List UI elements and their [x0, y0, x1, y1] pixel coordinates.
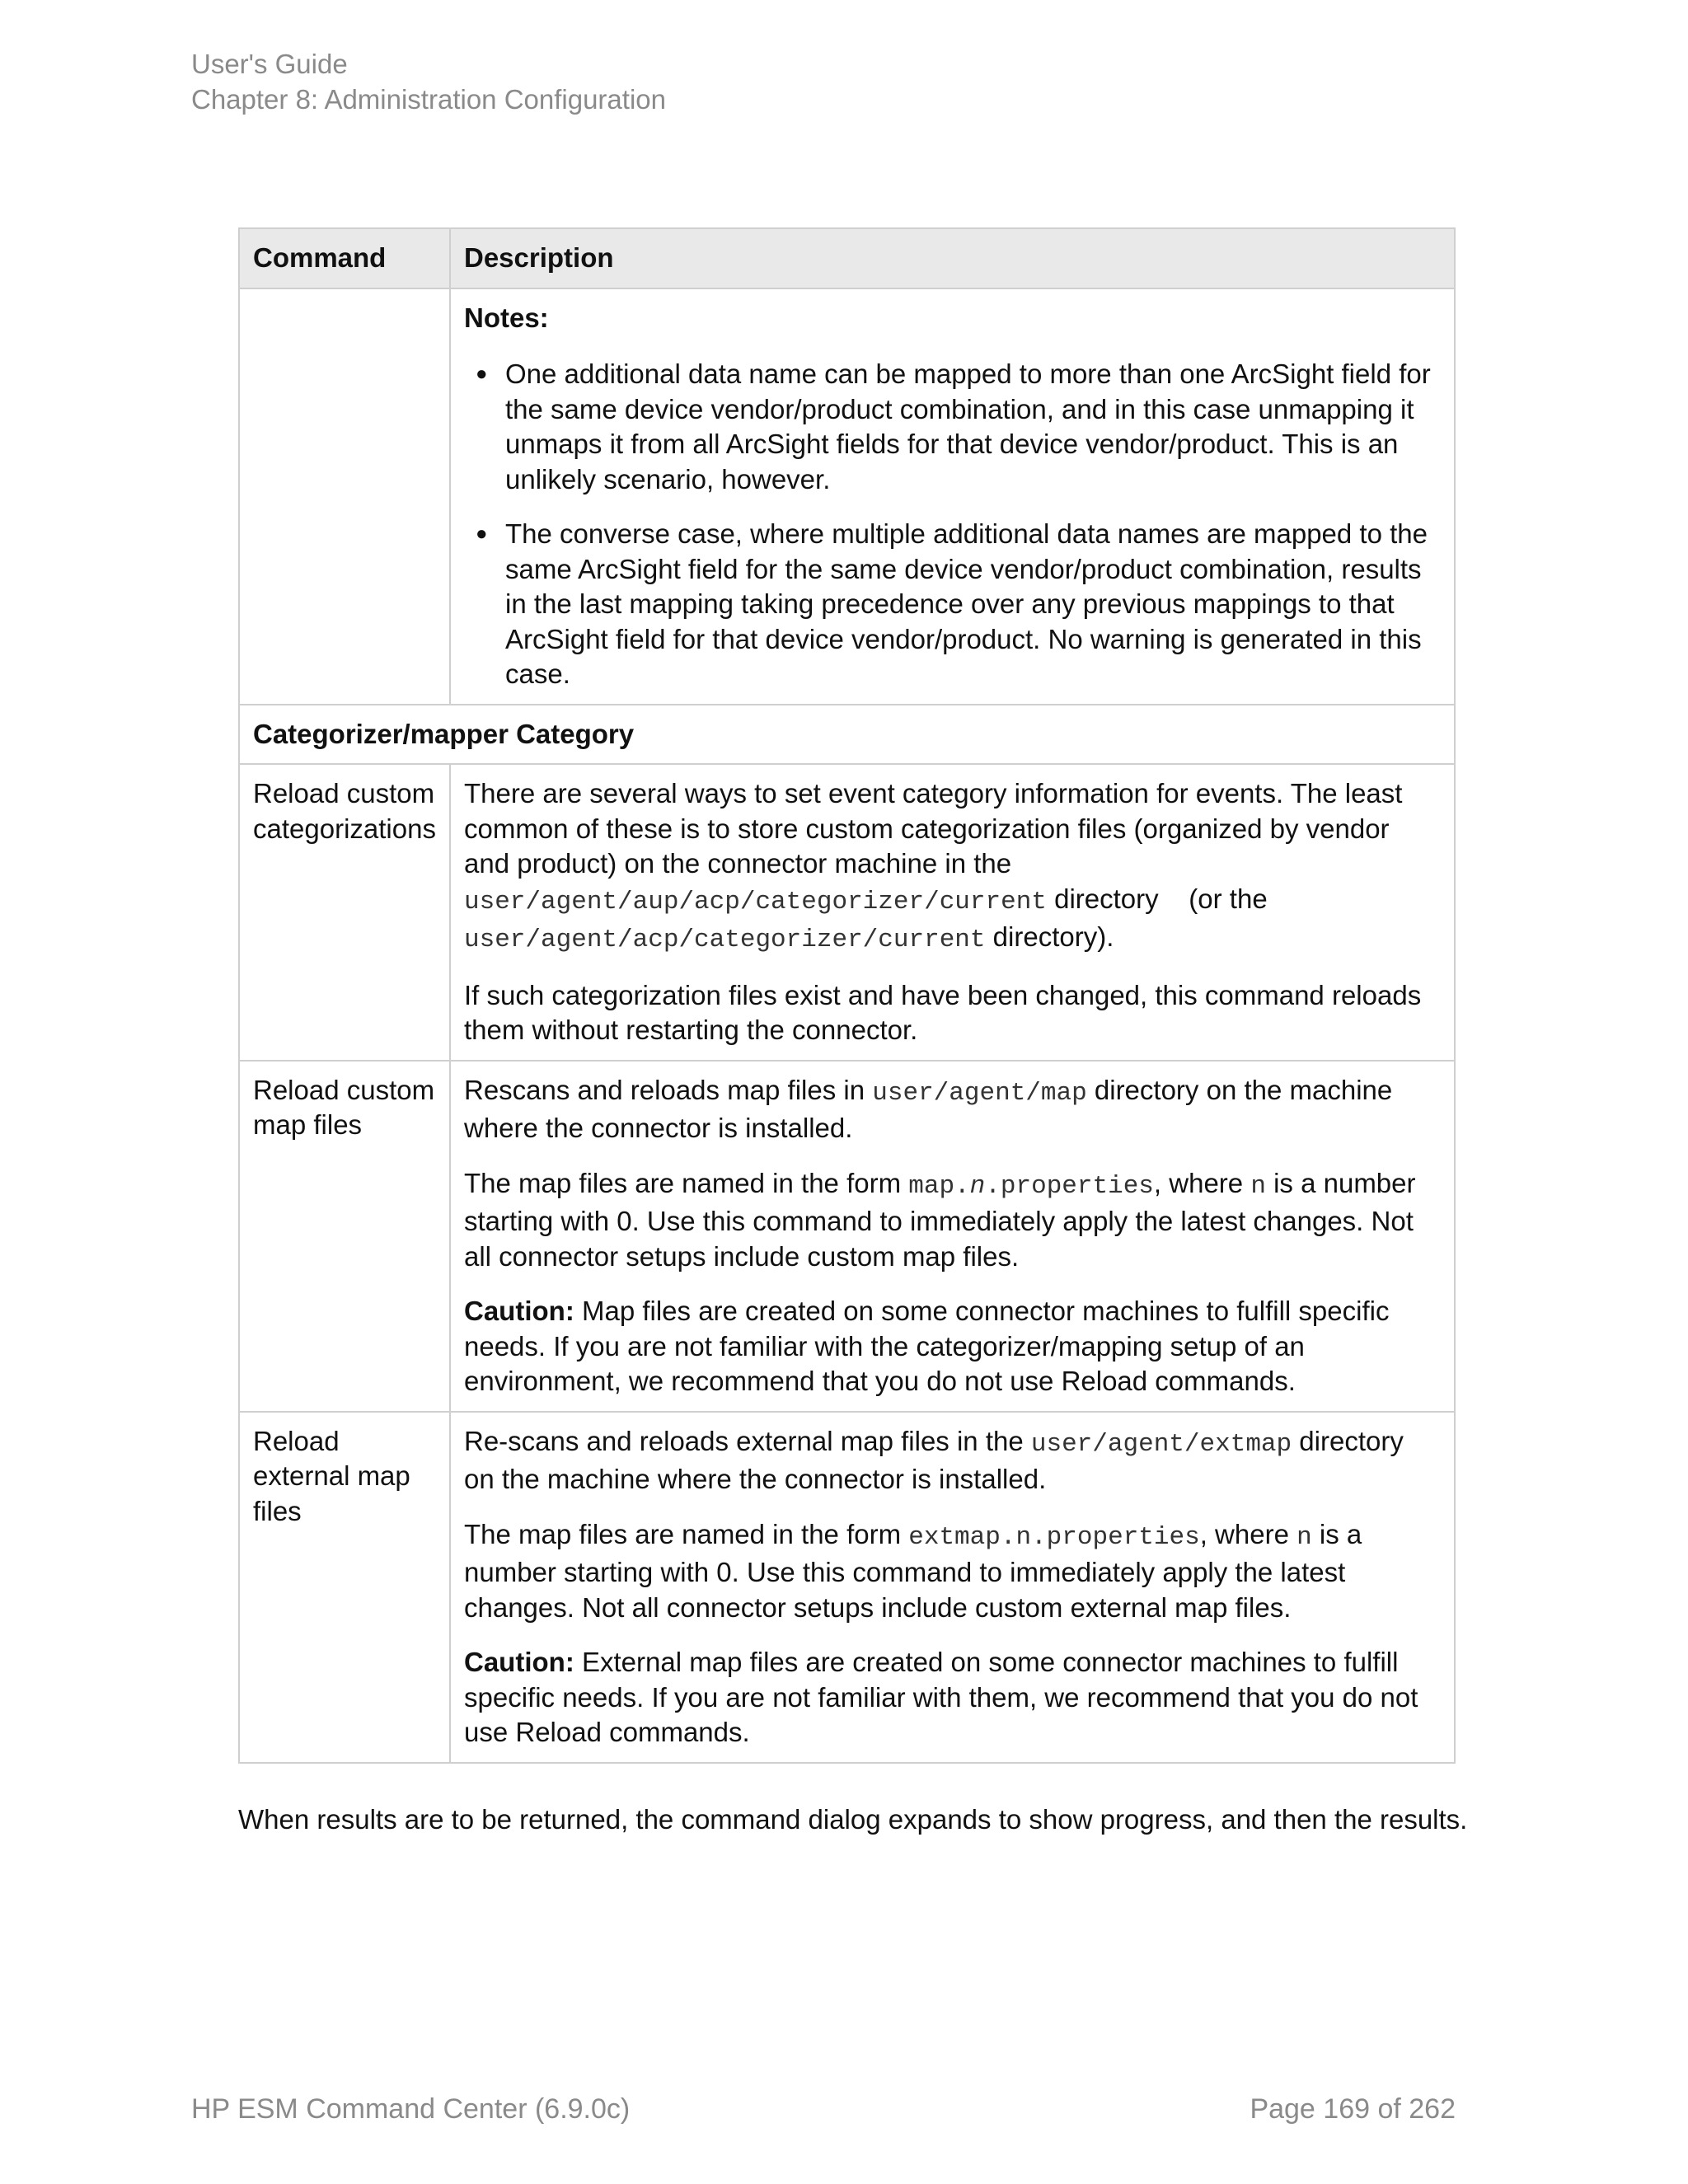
table-row [239, 288, 1455, 705]
table-header-row [239, 228, 1455, 288]
paragraph: If such categorization files exist and have been changed, this command reloads them without restarting the connector. [464, 979, 1422, 1045]
command-cell [239, 288, 450, 705]
code-path: user/agent/aup/acp/categorizer/current [464, 887, 1047, 916]
footer-page-number: Page 169 of 262 [1250, 2093, 1456, 2125]
command-cell: Reload external map files [239, 1412, 450, 1763]
doc-title: User's Guide [191, 49, 348, 79]
notes-label: Notes: [464, 302, 549, 333]
page-header [191, 46, 666, 117]
list-item: ● The converse case, where multiple additional data names are mapped to the same ArcSight field for the same device vendor/product combination, results in the last mapping taking precedence over any previous mappings to that ArcSight field for that device vendor/product. No warning is generated in this case. [476, 518, 1428, 689]
bullet-icon: ● [476, 523, 488, 545]
caution-paragraph: Caution: External map files are created on some connector machines to fulfill specific needs. If you are not familiar with them, we recommend that you do not use Reload commands. [464, 1647, 1418, 1747]
paragraph: The map files are named in the form extmap.n.properties, where n is a number starting with 0. Use this command to immediately apply the latest changes. Not all connector setups include custom external map files. [464, 1518, 1362, 1623]
footer-product: HP ESM Command Center (6.9.0c) [191, 2093, 631, 2125]
command-cell: Reload custom categorizations [239, 764, 450, 1061]
bullet-icon: ● [476, 363, 488, 385]
table-row [239, 1061, 1455, 1412]
paragraph: There are several ways to set event category information for events. The least common of these is to store custom categorization files (organized by vendor and product) on the connector machine in the user/agent/aup/acp/categorizer/current directory (or the user/agent/acp/categorizer/current directory). [464, 778, 1403, 954]
col-header-command: Command [239, 228, 450, 288]
caution-label: Caution: [464, 1296, 574, 1326]
paragraph: Rescans and reloads map files in user/agent/map directory on the machine where the connector is installed. [464, 1074, 1393, 1143]
code-path: user/agent/extmap [1030, 1429, 1292, 1459]
col-header-description: Description [450, 228, 1455, 288]
code-path: user/agent/acp/categorizer/current [464, 926, 986, 954]
code-filename: extmap.n.properties [908, 1522, 1200, 1552]
code-path: user/agent/map [872, 1078, 1087, 1108]
body-paragraph: When results are to be returned, the command dialog expands to show progress, and then the results. [238, 1804, 1468, 1835]
description-cell [450, 764, 1455, 1061]
command-cell: Reload custom map files [239, 1061, 450, 1412]
caution-label: Caution: [464, 1647, 574, 1677]
caution-paragraph: Caution: Map files are created on some connector machines to fulfill specific needs. If you are not familiar with the categorizer/mapping setup of an environment, we recommend that you do not use Reload commands. [464, 1296, 1390, 1396]
table-row [239, 1412, 1455, 1763]
description-cell [450, 1412, 1455, 1763]
code-filename: map.n.properties [908, 1171, 1154, 1201]
table-row [239, 764, 1455, 1061]
command-table [238, 227, 1456, 1764]
description-cell [450, 1061, 1455, 1412]
paragraph: The map files are named in the form map.n.properties, where n is a number starting with 0. Use this command to immediately apply the latest changes. Not all connector setups include custom map files. [464, 1167, 1416, 1272]
category-title: Categorizer/mapper Category [239, 705, 1455, 765]
notes-list [464, 357, 1441, 692]
list-item: ● One additional data name can be mapped to more than one ArcSight field for the same device vendor/product combination, and in this case unmapping it unmaps it from all ArcSight fields for that device vendor/product. This is an unlikely scenario, however. [476, 359, 1431, 494]
paragraph: Re-scans and reloads external map files in the user/agent/extmap directory on the machine where the connector is installed. [464, 1425, 1404, 1494]
chapter-title: Chapter 8: Administration Configuration [191, 84, 666, 115]
category-row [239, 705, 1455, 765]
description-cell [450, 288, 1455, 705]
